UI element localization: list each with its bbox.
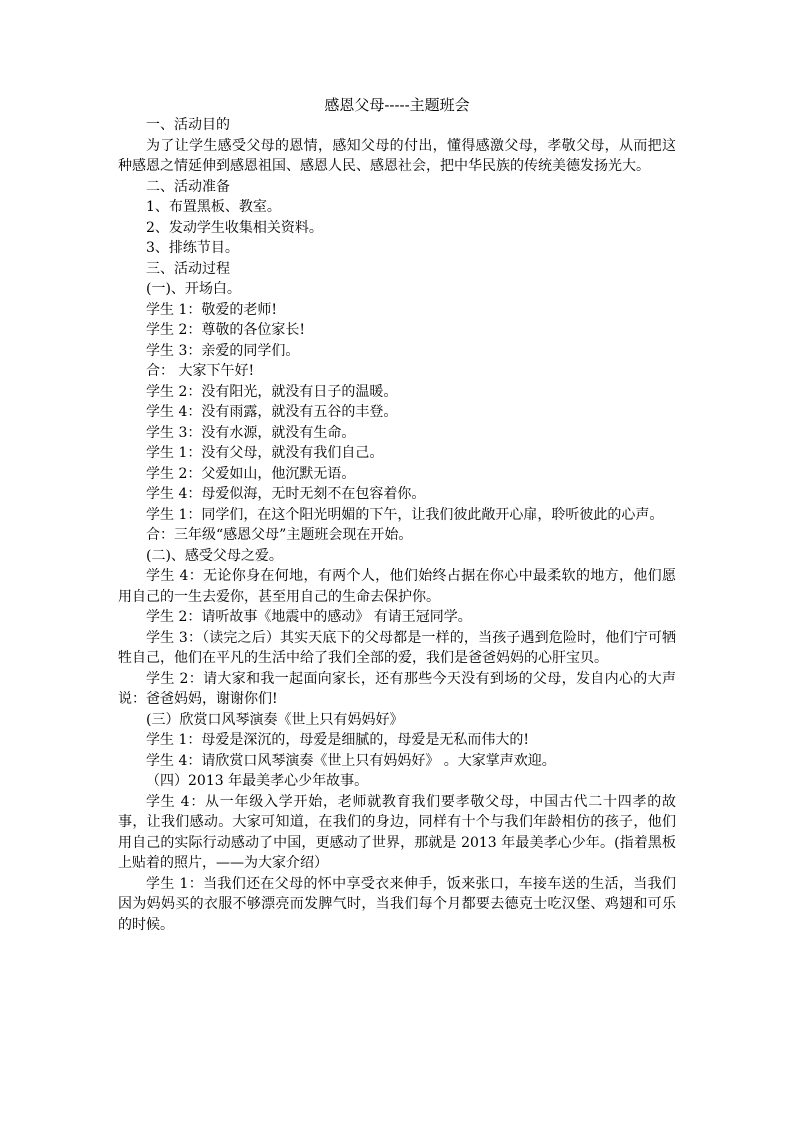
dialogue-line: 学生 4：母爱似海，无时无刻不在包容着你。 xyxy=(146,486,426,502)
list-item-preparation-2: 2、发动学生收集相关资料。 xyxy=(146,219,323,236)
section-heading-process: 三、活动过程 xyxy=(146,260,230,277)
list-item-preparation-3: 3、排练节目。 xyxy=(146,240,239,256)
dialogue-line: 学生 4：请欣赏口风琴演奏《世上只有妈妈好》 。大家掌声欢迎。 xyxy=(146,752,556,769)
dialogue-line: 学生 1：母爱是深沉的，母爱是细腻的，母爱是无私而伟大的! xyxy=(146,732,529,748)
document-page xyxy=(118,95,676,935)
section-heading-purpose: 一、活动目的 xyxy=(146,117,230,133)
dialogue-line: 合： 大家下午好! xyxy=(146,363,255,379)
dialogue-line: 学生 3：亲爱的同学们。 xyxy=(146,342,300,359)
subsection-heading-stories: （四）2013 年最美孝心少年故事。 xyxy=(146,773,369,789)
dialogue-line: 学生 4：从一年级入学开始，老师就教育我们要孝敬父母，中国古代二十四孝的故事，让我们感动。大家可知道，在我们的身边，同样有十个与我们年龄相仿的孩子，他们用自己的实际行动感动了中国，更感动了世界，那就是 2013 年最美孝心少年。(指着黑板上贴着的照片，——为大家介绍） xyxy=(118,793,676,871)
dialogue-line: 学生 4：没有雨露，就没有五谷的丰登。 xyxy=(146,404,398,420)
dialogue-line: 学生 2：请大家和我一起面向家长，还有那些今天没有到场的父母，发自内心的大声说：爸爸妈妈，谢谢你们! xyxy=(118,670,676,707)
dialogue-line: 学生 3：（读完之后）其实天底下的父母都是一样的，当孩子遇到危险时，他们宁可牺牲自己，他们在平凡的生活中给了我们全部的爱，我们是爸爸妈妈的心肝宝贝。 xyxy=(118,629,676,666)
dialogue-line: 学生 1：敬爱的老师! xyxy=(146,301,277,318)
dialogue-line: 学生 2：请听故事《地震中的感动》 有请王冠同学。 xyxy=(146,609,472,625)
section-heading-preparation: 二、活动准备 xyxy=(146,178,230,195)
dialogue-line: 学生 1：同学们，在这个阳光明媚的下午，让我们彼此敞开心扉，聆听彼此的心声。 xyxy=(146,506,664,523)
paragraph-purpose-text: 为了让学生感受父母的恩情，感知父母的付出，懂得感激父母，孝敬父母，从而把这种感恩之情延伸到感恩祖国、感恩人民、感恩社会，把中华民族的传统美德发扬光大。 xyxy=(118,137,676,174)
subsection-heading-opening: (一)、开场白。 xyxy=(146,281,241,297)
subsection-heading-performance: (三）欣赏口风琴演奏《世上只有妈妈好》 xyxy=(146,711,404,728)
dialogue-line: 学生 2：尊敬的各位家长! xyxy=(146,322,305,338)
dialogue-line: 学生 4：无论你身在何地，有两个人，他们始终占据在你心中最柔软的地方，他们愿用自己的一生去爱你，甚至用自己的生命去保护你。 xyxy=(118,568,676,605)
document-title: 感恩父母-----主题班会 xyxy=(324,96,470,114)
list-item-preparation-1: 1、布置黑板、教室。 xyxy=(146,199,281,215)
dialogue-line: 学生 2：没有阳光，就没有日子的温暖。 xyxy=(146,383,398,400)
dialogue-line: 学生 2：父爱如山，他沉默无语。 xyxy=(146,465,356,482)
document-body xyxy=(118,115,676,935)
dialogue-line: 学生 1：当我们还在父母的怀中享受衣来伸手，饭来张口，车接车送的生活，当我们因为妈妈买的衣服不够漂亮而发脾气时，当我们每个月都要去德克士吃汉堡、鸡翅和可乐的时候。 xyxy=(118,875,676,933)
dialogue-line: 学生 3：没有水源，就没有生命。 xyxy=(146,424,356,441)
subsection-heading-feel-love: (二)、感受父母之爱。 xyxy=(146,547,283,564)
dialogue-line: 学生 1：没有父母，就没有我们自己。 xyxy=(146,445,384,461)
dialogue-line: 合：三年级“感恩父母”主题班会现在开始。 xyxy=(146,527,413,543)
